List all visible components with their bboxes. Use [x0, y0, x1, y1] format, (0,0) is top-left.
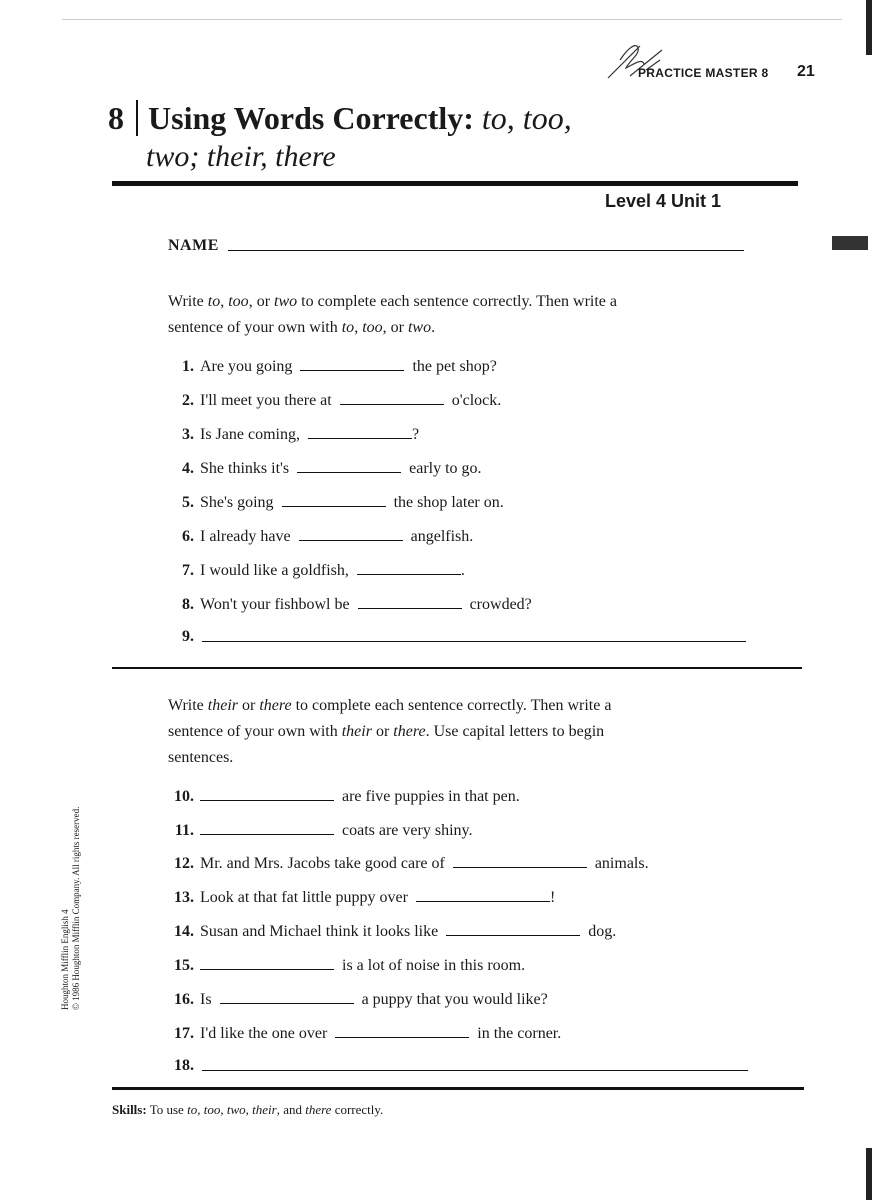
publisher-line: Houghton Mifflin English 4	[60, 909, 70, 1010]
footer-rule	[112, 1087, 804, 1090]
section1-instructions	[168, 289, 728, 341]
title-rule	[112, 181, 798, 186]
list-item: 14. Susan and Michael think it looks like dog.	[174, 923, 617, 940]
own-sentence-line[interactable]	[202, 641, 746, 642]
skills-note: Skills: To use to, too, two, their, and there correctly.	[112, 1102, 384, 1117]
answer-blank[interactable]	[282, 492, 386, 507]
list-item: 8. Won't your fishbowl be crowded?	[182, 596, 532, 613]
level-unit-label: Level 4 Unit 1	[605, 191, 722, 211]
answer-blank[interactable]	[416, 887, 550, 902]
skills-label: Skills:	[112, 1102, 147, 1117]
list-item: 3. Is Jane coming, ?	[182, 426, 420, 443]
title-divider	[136, 100, 138, 136]
list-item: 13. Look at that fat little puppy over !	[174, 889, 556, 906]
answer-blank[interactable]	[200, 820, 334, 835]
list-item: 7. I would like a goldfish, .	[182, 562, 465, 579]
name-label: NAME	[168, 237, 219, 254]
list-item: 1. Are you going the pet shop?	[182, 358, 497, 375]
title-main: Using Words Correctly:	[148, 100, 474, 136]
answer-blank[interactable]	[308, 424, 412, 439]
answer-blank[interactable]	[200, 786, 334, 801]
list-item: 6. I already have angelfish.	[182, 528, 474, 545]
section2-instruction-line1: Write their or there to complete each sentence correctly. Then write a	[168, 697, 612, 714]
answer-blank[interactable]	[300, 356, 404, 371]
list-item: 16. Is a puppy that you would like?	[174, 991, 548, 1008]
list-item: 4. She thinks it's early to go.	[182, 460, 482, 477]
answer-blank[interactable]	[453, 853, 587, 868]
list-item: 10. are five puppies in that pen.	[174, 788, 520, 805]
title-words-1: to, too,	[481, 100, 572, 136]
list-item: 18.	[174, 1057, 194, 1074]
own-sentence-line[interactable]	[202, 1070, 748, 1071]
answer-blank[interactable]	[200, 955, 334, 970]
section1-instruction-line2: sentence of your own with to, too, or two.	[168, 319, 436, 336]
answer-blank[interactable]	[297, 458, 401, 473]
list-item: 12. Mr. and Mrs. Jacobs take good care of animals.	[174, 855, 649, 872]
answer-blank[interactable]	[340, 390, 444, 405]
section2-instruction-line2: sentence of your own with their or there. Use capital letters to begin	[168, 723, 605, 740]
answer-blank[interactable]	[357, 560, 461, 575]
section2-instructions	[168, 693, 748, 771]
copyright-line: © 1986 Houghton Mifflin Company. All rights reserved.	[71, 806, 81, 1010]
answer-blank[interactable]	[358, 594, 462, 609]
list-item: 5. She's going the shop later on.	[182, 494, 504, 511]
page-number: 21	[797, 63, 815, 80]
page-edge-tab	[832, 236, 868, 250]
answer-blank[interactable]	[220, 989, 354, 1004]
lesson-number: 8	[108, 100, 124, 136]
answer-blank[interactable]	[446, 921, 580, 936]
page-edge-shadow	[866, 0, 872, 55]
list-item: 2. I'll meet you there at o'clock.	[182, 392, 502, 409]
section1-instruction-line1: Write to, too, or two to complete each sentence correctly. Then write a	[168, 293, 617, 310]
section-divider	[112, 667, 802, 669]
list-item: 9.	[182, 628, 194, 645]
list-item: 15. is a lot of noise in this room.	[174, 957, 526, 974]
page-edge-shadow-bottom	[866, 1148, 872, 1200]
top-edge-line	[62, 19, 842, 20]
copyright-sidebar	[60, 807, 82, 1010]
answer-blank[interactable]	[299, 526, 403, 541]
practice-master-label: PRACTICE MASTER 8	[638, 66, 769, 80]
answer-blank[interactable]	[335, 1023, 469, 1038]
list-item: 17. I'd like the one over in the corner.	[174, 1025, 562, 1042]
name-field[interactable]	[228, 250, 744, 251]
page-title	[148, 100, 572, 137]
list-item: 11. coats are very shiny.	[174, 822, 473, 839]
title-words-2: two; their, there	[146, 140, 336, 173]
section2-instruction-line3: sentences.	[168, 749, 234, 766]
